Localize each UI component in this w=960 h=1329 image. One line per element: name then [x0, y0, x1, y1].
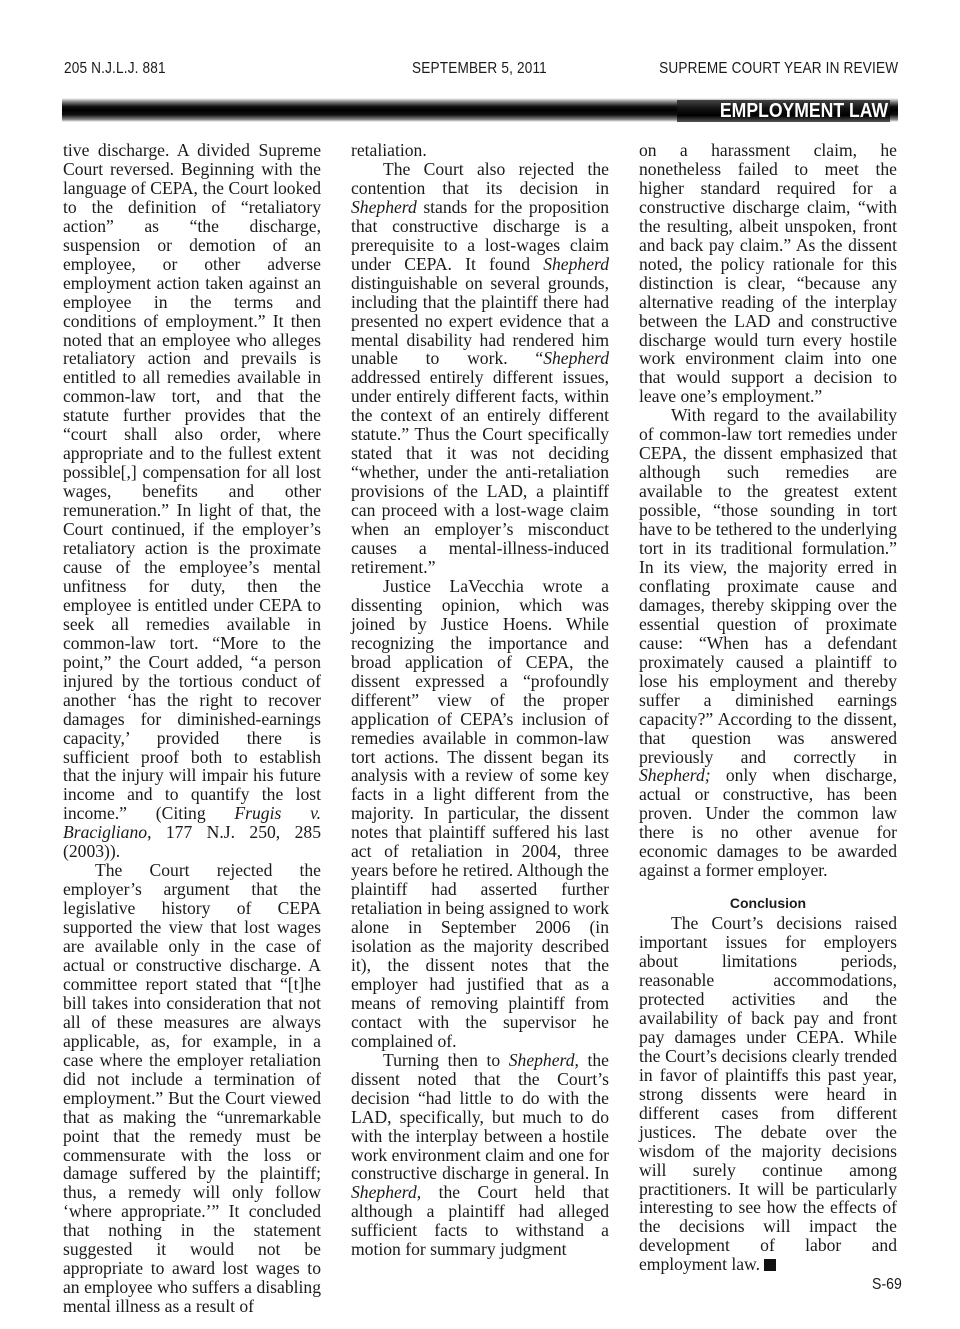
col1-p1-text: tive discharge. A divided Supreme Court reversed. Beginning with the language of CEPA, the Court looked to the definition of “retaliatory action” as “the discharge, suspension or demotion of an employee, or other adverse employment action taken against an employee in the terms and conditions of employment.” It then noted that an employee who alleges retaliatory action and prevails is entitled to all remedies available in common-law tort, and that the statute further provides that the “court shall also order, where appropriate and to the fullest extent possible[,] compensation for all lost wages, benefits and other remuneration.” In light of that, the Court continued, if the employer’s retaliatory action is the proximate cause of the employee’s mental unfitness for duty, then the employee is entitled under CEPA to seek all remedies available in common-law tort. “More to the point,” the Court added, “a person injured by the tortious conduct of another ‘has the right to recover damages for diminished-earnings capacity,’ provided there is sufficient proof both to establish that the injury will impair his future income and to quantify the lost income.” (Citing — [63, 140, 321, 824]
col2-paragraph-2 — [351, 160, 609, 577]
col2-paragraph-3: Justice LaVecchia wrote a dissenting opinion, which was joined by Justice Hoens. While recognizing the importance and broad application of CEPA, the dissent expressed a “profoundly different” view of the proper application of CEPA’s inclusion of remedies available in common-law tort actions. The dissent began its analysis with a review of some key facts in a light different from the majority. In particular, the dissent notes that plaintiff suffered his last act of retaliation in 2004, three years before he retired. Although the plaintiff had asserted further retaliation in being assigned to work alone in September 2006 (in isolation as the majority described it), the dissent notes that the employer had justified that as a means of removing plaintiff from contact with the supervisor he complained of. — [351, 575, 609, 1051]
case-name-shepherd: Shepherd — [543, 253, 609, 274]
col2-p2-text-d: addressed entirely different issues, under entirely different facts, within the context of an entirely different statute.” Thus the Court specifically stated that it was not deciding “whether, under the anti-retaliation provisions of the LAD, a plaintiff can proceed with a lost-wage claim when an employer’s misconduct causes a mental-illness-induced retirement.” — [351, 367, 609, 577]
col2-paragraph-1: retaliation. — [351, 140, 427, 160]
page-number: S-69 — [872, 1276, 902, 1293]
series-title: SUPREME COURT YEAR IN REVIEW — [658, 60, 898, 77]
col3-p3-text: The Court’s decisions raised important issues for employers about limitations periods, reasonable accommodations, protected activities and the availability of back pay and front pay damages under CEPA. While the Court’s decisions clearly trended in favor of plaintiffs this past year, strong dissents were heard in different cases from different justices. The debate over the wisdom of the majority decisions will surely continue among practitioners. It will be particularly interesting to see how the effects of the decisions will impact the development of labor and employment law. — [639, 913, 897, 1275]
col2-p4-text-c: , the Court held that although a plaintiff had alleged sufficient facts to withstand a motion for summary judgment — [351, 1182, 609, 1260]
running-header — [64, 60, 898, 82]
column-1 — [63, 140, 321, 1317]
col3-paragraph-3 — [639, 914, 897, 1274]
col2-p4-text-a: Turning then to — [383, 1049, 501, 1070]
case-name-shepherd: Shepherd — [351, 1182, 417, 1203]
case-name-shepherd: Shepherd; — [639, 765, 711, 786]
conclusion-heading: Conclusion — [729, 895, 807, 912]
journal-citation: 205 N.J.L.J. 881 — [64, 60, 166, 77]
col3-p2-text-a: With regard to the availability of common-law tort remedies under CEPA, the dissent emphasized that although such remedies are available to the greatest extent possible, “those sounding in tort have to be tethered to the underlying tort in its traditional formulation.” In its view, the majority erred in conflating proximate cause and damages, thereby skipping over the essential question of proximate cause: “When has a defendant proximately caused a plaintiff to lose his employment and thereby suffer a diminished earnings capacity?” According to the dissent, that question was answered previously and correctly in — [639, 405, 897, 767]
end-of-article-mark — [764, 1259, 776, 1271]
section-label — [677, 100, 890, 122]
case-citation-frugis: Frugis v. Bracigliano — [63, 803, 321, 843]
case-name-shepherd: Shepherd, — [508, 1049, 579, 1070]
col1-p1-cite-rest: , 177 N.J. 250, 285 (2003)). — [63, 822, 321, 862]
col2-p2-text-a: The Court also rejected the contention that its decision in — [351, 158, 609, 198]
case-name-shepherd: Shepherd — [543, 348, 609, 369]
issue-date: SEPTEMBER 5, 2011 — [412, 60, 547, 77]
col2-p2-text-c: distinguishable on several grounds, including that the plaintiff there had presented no expert evidence that a mental disability had rendered him unable to work. “ — [351, 272, 609, 369]
col2-paragraph-4 — [351, 1051, 609, 1259]
col3-paragraph-1: on a harassment claim, he nonetheless failed to meet the higher standard required for a constructive discharge claim, “with the resulting, albeit unspoken, front and back pay claim.” As the dissent noted, the policy rationale for this distinction is clear, “because any alternative reading of the interplay between the LAD and constructive discharge would turn every hostile work environment claim into one that would support a decision to leave one’s employment.” — [639, 140, 897, 407]
col3-p2-text-b: only when discharge, actual or constructive, has been proven. Under the common law there is no other avenue for economic damages to be awarded against a former employer. — [639, 765, 897, 881]
column-3 — [639, 140, 897, 1275]
col2-p2-text-b: stands for the proposition that constructive discharge is a prerequisite to a lost-wages claim under CEPA. It found — [351, 196, 609, 274]
col3-paragraph-2 — [639, 406, 897, 880]
col2-p4-text-b: the dissent noted that the Court’s decision “had little to do with the LAD, specifically, but much to do with the interplay between a hostile work environment claim and one for constructive discharge in general. In — [351, 1049, 609, 1184]
case-name-shepherd: Shepherd — [351, 196, 417, 217]
col1-paragraph-1 — [63, 141, 321, 861]
section-label-text: EMPLOYMENT LAW — [719, 100, 888, 122]
column-2 — [351, 141, 609, 1261]
col1-paragraph-2: The Court rejected the employer’s argument that the legislative history of CEPA supported the view that lost wages are available only in the case of actual or constructive discharge. A committee report stated that “[t]he bill takes into consideration that not all of these measures are always applicable, as, for example, in a case where the employer retaliation did not include a termination of employment.” But the Court viewed that as making the “unremarkable point that the remedy must be commensurate with the loss or damage suffered by the plaintiff; thus, a remedy will only follow ‘where appropriate.’” It concluded that nothing in the statement suggested it would not be appropriate to award lost wages to an employee who suffers a disabling mental illness as a result of — [63, 860, 321, 1317]
